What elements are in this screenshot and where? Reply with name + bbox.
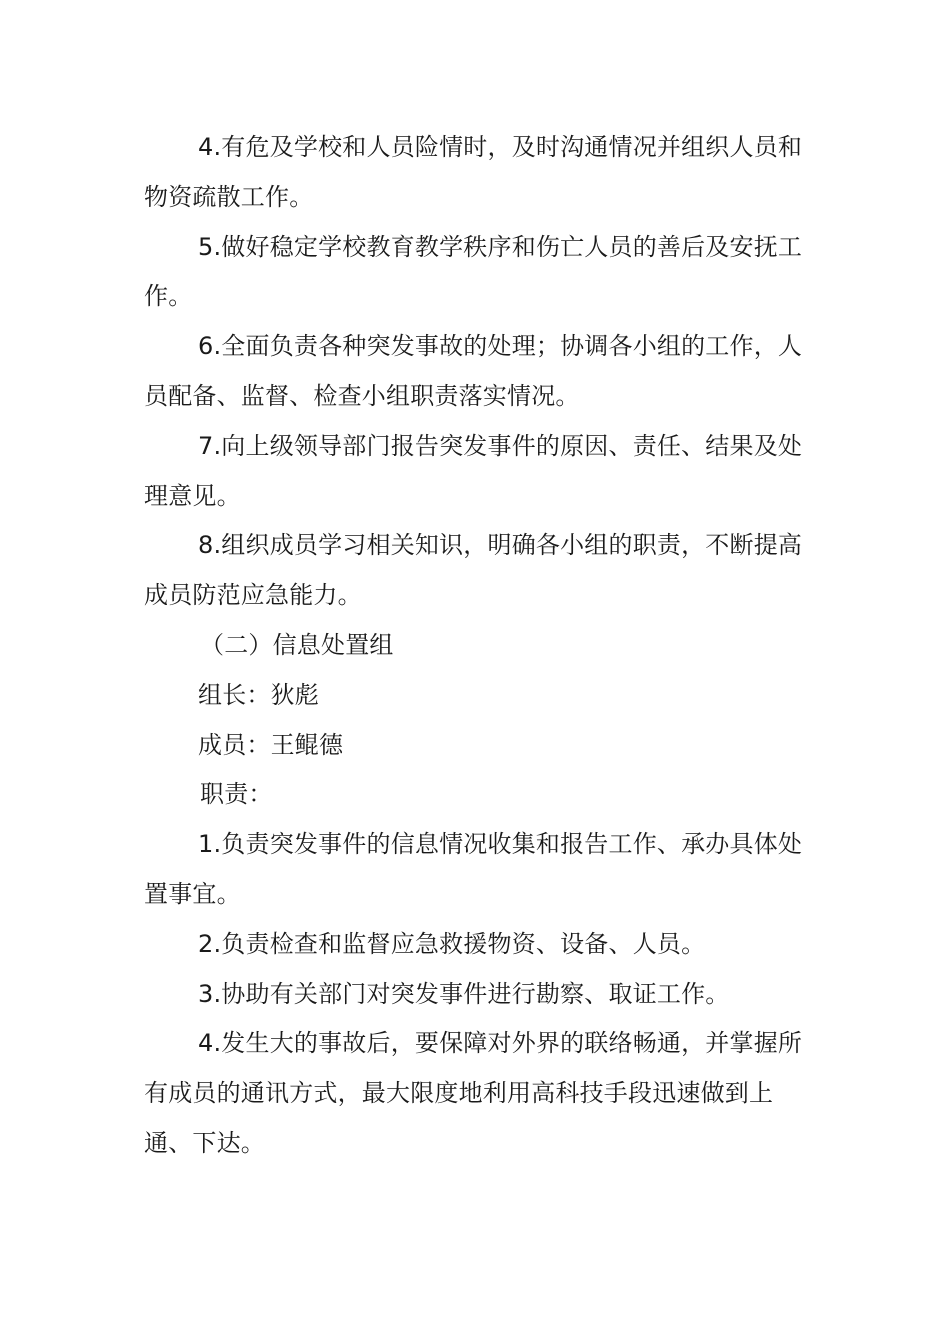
paragraph-duty-5: 5.做好稳定学校教育教学秩序和伤亡人员的善后及安抚工作。 (144, 232, 803, 311)
paragraph-info-duty-1: 1.负责突发事件的信息情况收集和报告工作、承办具体处置事宜。 (144, 830, 803, 908)
document-body (144, 123, 804, 1169)
duties-label: 职责： (200, 780, 273, 809)
section-heading-info-group: （二）信息处置组 (200, 630, 394, 659)
paragraph-info-duty-3: 3.协助有关部门对突发事件进行勘察、取证工作。 (198, 979, 730, 1008)
group-leader: 组长：狄彪 (198, 680, 319, 709)
paragraph-info-duty-4: 4.发生大的事故后，要保障对外界的联络畅通，并掌握所有成员的通讯方式，最大限度地利用高科技手段迅速做到上通、下达。 (144, 1029, 803, 1157)
paragraph-duty-7: 7.向上级领导部门报告突发事件的原因、责任、结果及处理意见。 (144, 431, 803, 510)
paragraph-info-duty-2: 2.负责检查和监督应急救援物资、设备、人员。 (198, 929, 706, 958)
paragraph-duty-4: 4.有危及学校和人员险情时，及时沟通情况并组织人员和物资疏散工作。 (144, 133, 803, 211)
paragraph-duty-6: 6.全面负责各种突发事故的处理；协调各小组的工作，人员配备、监督、检查小组职责落实情况。 (144, 332, 803, 410)
group-member: 成员：王鲲德 (198, 730, 344, 759)
paragraph-duty-8: 8.组织成员学习相关知识，明确各小组的职责，不断提高成员防范应急能力。 (144, 531, 803, 610)
